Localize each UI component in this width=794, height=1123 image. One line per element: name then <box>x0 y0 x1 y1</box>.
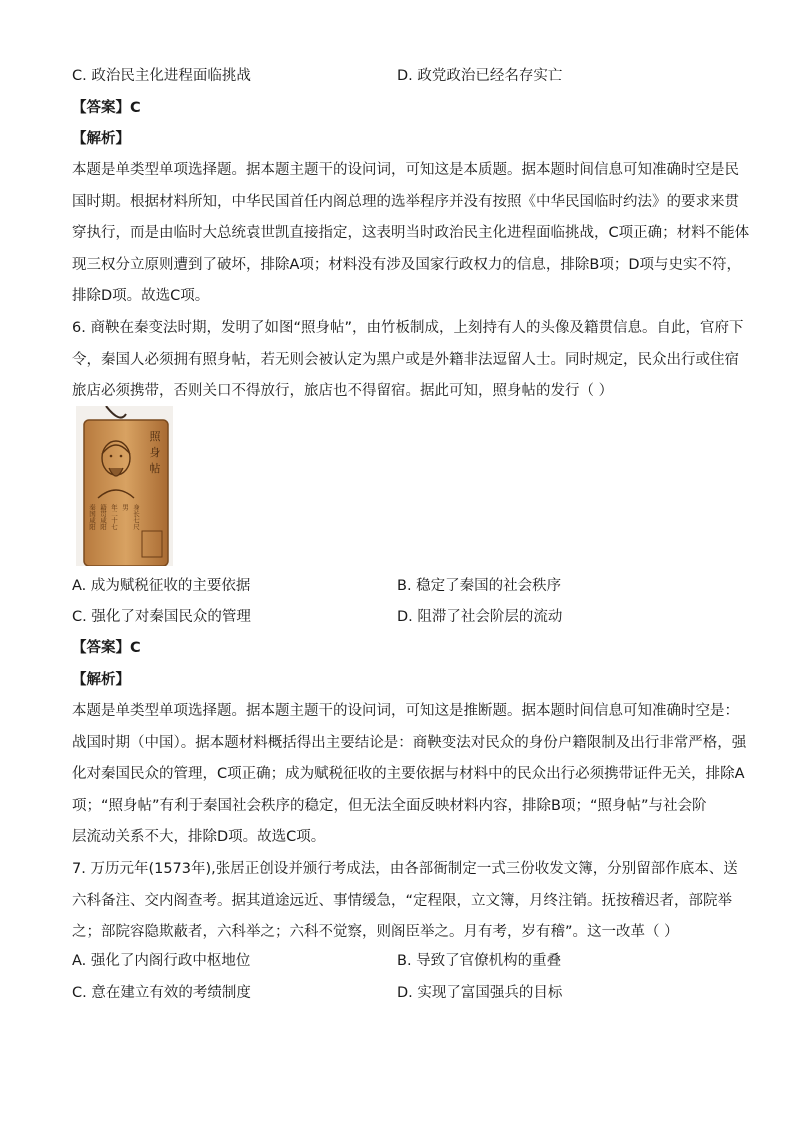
q5-analysis-line: 本题是单类型单项选择题。据本题主题干的设问词，可知这是本质题。据本题时间信息可知准确时空是民 <box>72 162 739 178</box>
q7-stem-line: 7. 万历元年(1573年),张居正创设并颁行考成法，由各部衙制定一式三份收发文簿，分别留部作底本、送 <box>72 861 738 877</box>
q6-analysis-line: 本题是单类型单项选择题。据本题主题干的设问词，可知这是推断题。据本题时间信息可知准确时空是： <box>72 703 739 719</box>
tablet-inscription-column: 男 <box>121 504 129 511</box>
q6-stem <box>72 313 744 408</box>
q6-option-a: A. 成为赋税征收的主要依据 <box>72 578 251 594</box>
q5-analysis-heading: 【解析】 <box>72 131 130 147</box>
q7-stem <box>72 854 738 949</box>
q5-analysis-line: 现三权分立原则遭到了破坏，排除A项；材料没有涉及国家行政权力的信息，排除B项；D项与史实不符， <box>72 256 742 273</box>
q6-analysis-line: 层流动关系不大，排除D项。故选C项。 <box>72 829 326 845</box>
q7-stem-line: 之；部院容隐欺蔽者，六科举之；六科不觉察，则阁臣举之。月有考，岁有稽”。这一改革（ ） <box>72 924 679 940</box>
tablet-title-char: 照 <box>149 430 161 443</box>
q6-stem-line: 6. 商鞅在秦变法时期，发明了如图“照身帖”，由竹板制成，上刻持有人的头像及籍贯信息。自此，官府下 <box>72 320 744 336</box>
q5-option-c: C. 政治民主化进程面临挑战 <box>72 68 251 84</box>
tablet-inscription-column: 秦国咸阳 <box>88 504 96 530</box>
q6-stem-line: 旅店必须携带，否则关口不得放行，旅店也不得留宿。据此可知，照身帖的发行（ ） <box>72 383 614 399</box>
q5-analysis <box>72 155 750 313</box>
q7-option-c: C. 意在建立有效的考绩制度 <box>72 985 251 1001</box>
tablet-inscription-column: 年二十七 <box>110 504 118 530</box>
q7-option-a: A. 强化了内阁行政中枢地位 <box>72 953 251 969</box>
q5-answer: 【答案】C <box>72 100 141 116</box>
tablet-title-char: 帖 <box>149 462 161 475</box>
zhaoshentie-bamboo-tablet-image <box>76 406 173 566</box>
q6-option-d: D. 阻滞了社会阶层的流动 <box>397 609 563 625</box>
q6-analysis-line: 化对秦国民众的管理，C项正确；成为赋税征收的主要依据与材料中的民众出行必须携带证件无关，排除A <box>72 766 745 782</box>
q7-option-d: D. 实现了富国强兵的目标 <box>397 985 563 1001</box>
q7-stem-line: 六科备注、交内阁查考。据其道途远近、事情缓急，“定程限，立文簿，月终注销。抚按稽迟者，部院举 <box>72 892 733 909</box>
q6-option-c: C. 强化了对秦国民众的管理 <box>72 609 251 625</box>
tablet-inscription-column: 籍贯咸阳 <box>99 504 107 530</box>
q6-analysis <box>72 696 747 854</box>
q6-analysis-line: 项；“照身帖”有利于秦国社会秩序的稳定，但无法全面反映材料内容，排除B项；“照身帖”与社会阶 <box>72 797 707 814</box>
q6-analysis-heading: 【解析】 <box>72 672 130 688</box>
q7-option-b: B. 导致了官僚机构的重叠 <box>397 953 562 969</box>
q6-stem-line: 令，秦国人必须拥有照身帖，若无则会被认定为黑户或是外籍非法逗留人士。同时规定，民众出行或住宿 <box>72 351 739 368</box>
tablet-title-char: 身 <box>149 446 161 459</box>
q6-option-b: B. 稳定了秦国的社会秩序 <box>397 578 562 594</box>
q6-analysis-line: 战国时期（中国）。据本题材料概括得出主要结论是：商鞅变法对民众的身份户籍限制及出行非常严格，强 <box>72 734 747 751</box>
q6-answer: 【答案】C <box>72 640 141 656</box>
q5-analysis-line: 穿执行，而是由临时大总统袁世凯直接指定，这表明当时政治民主化进程面临挑战，C项正确；材料不能体 <box>72 225 750 241</box>
q5-analysis-line: 排除D项。故选C项。 <box>72 288 210 304</box>
q5-option-d: D. 政党政治已经名存实亡 <box>397 68 563 84</box>
tablet-inscription-column: 身长七尺 <box>132 504 140 530</box>
q5-analysis-line: 国时期。根据材料所知，中华民国首任内阁总理的选举程序并没有按照《中华民国临时约法》的要求来贯 <box>72 193 739 210</box>
